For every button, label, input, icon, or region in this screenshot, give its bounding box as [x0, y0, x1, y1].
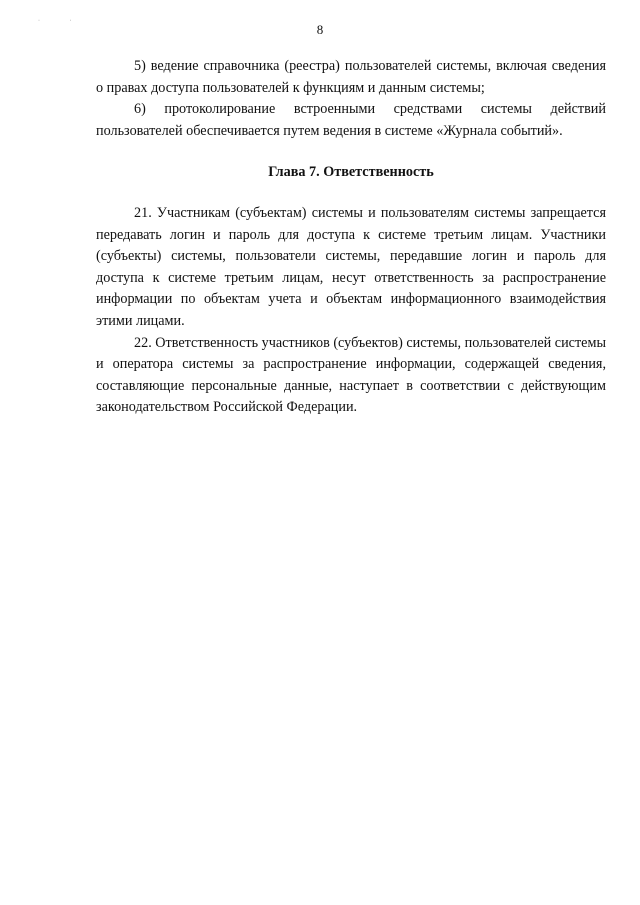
list-item-6: 6) протоколирование встроенными средствами системы действий пользователей обеспечивается путем ведения в системе «Журнала событий». [96, 101, 606, 139]
list-item-5: 5) ведение справочника (реестра) пользователей системы, включая сведения о правах доступа пользователей к функциям и данным системы; [96, 58, 606, 96]
page-number: 8 [316, 22, 324, 37]
document-body [96, 56, 606, 419]
paragraph-21: 21. Участникам (субъектам) системы и пользователям системы запрещается передавать логин и пароль для доступа к системе третьим лицам. Участники (субъекты) системы, пользователи системы, передавшие логин и пароль для доступа к системе третьим лицам, несут ответственность за распространение информации по объектам учета и объектам информационного взаимодействия этими лицами. [96, 204, 606, 329]
paragraph-22: 22. Ответственность участников (субъектов) системы, пользователей системы и оператора системы за распространение информации, содержащей сведения, составляющие персональные данные, наступает в соответствии с действующим законодательством Российской Федерации. [96, 334, 606, 416]
chapter-heading: Глава 7. Ответственность [268, 164, 434, 181]
scan-marks: · · [38, 18, 86, 24]
